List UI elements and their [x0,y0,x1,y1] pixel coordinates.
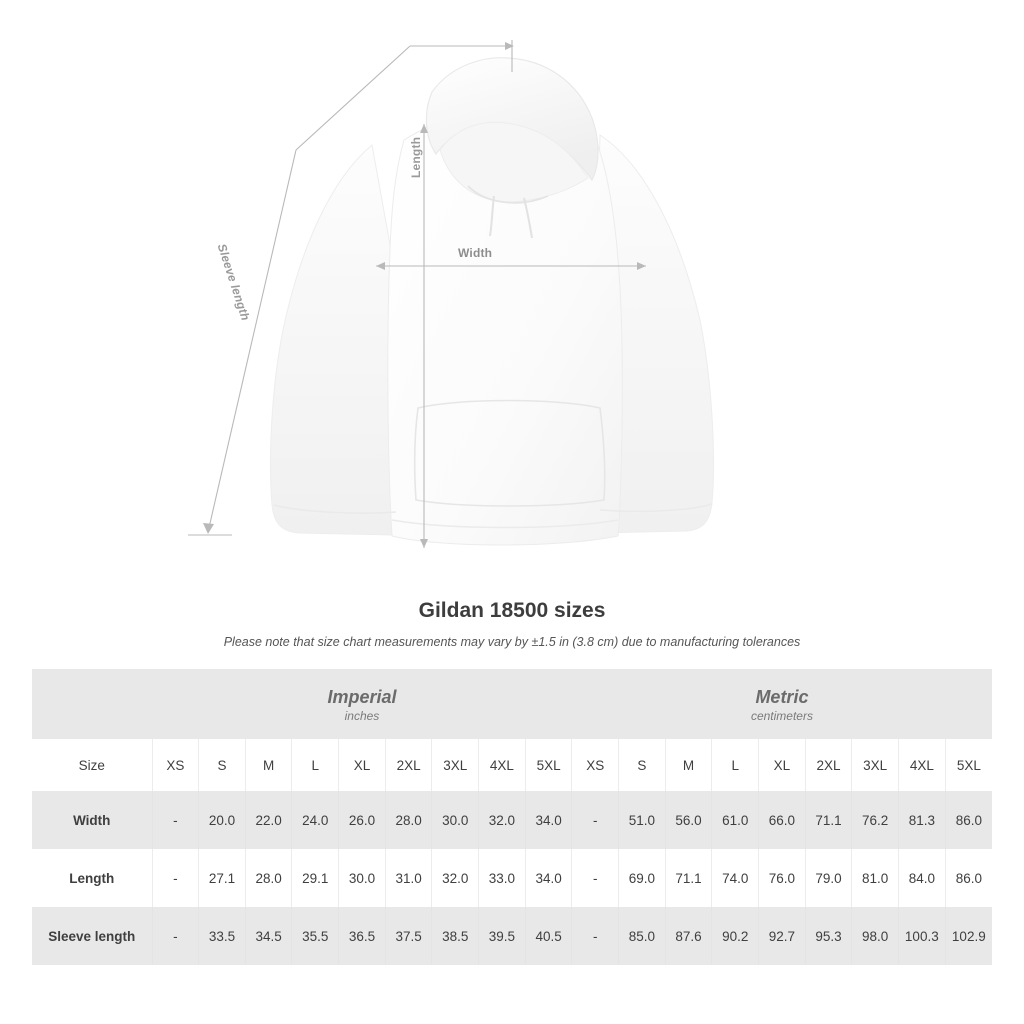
size-header-metric-xl: XL [759,739,806,791]
length-metric-2xl: 79.0 [805,849,852,907]
length-metric-s: 69.0 [619,849,666,907]
size-header-imperial-xs: XS [152,739,199,791]
size-header-metric-m: M [665,739,712,791]
table-row [32,849,992,907]
length-metric-4xl: 84.0 [899,849,946,907]
unit-header-metric [572,669,992,739]
row-label-width: Width [32,791,152,849]
unit-imperial-sub: inches [344,709,380,724]
size-header-label: Size [32,739,152,791]
length-imperial-m: 28.0 [245,849,292,907]
sleeve-imperial-xs: - [152,907,199,965]
width-imperial-s: 20.0 [199,791,246,849]
width-metric-4xl: 81.3 [899,791,946,849]
length-imperial-4xl: 33.0 [479,849,526,907]
sleeve-metric-2xl: 95.3 [805,907,852,965]
sleeve-metric-3xl: 98.0 [852,907,899,965]
row-label-sleeve-length: Sleeve length [32,907,152,965]
sleeve-metric-5xl: 102.9 [945,907,992,965]
tolerance-note: Please note that size chart measurements may vary by ±1.5 in (3.8 cm) due to manufacturing tolerances [223,635,801,649]
size-header-imperial-xl: XL [339,739,386,791]
unit-metric-name: Metric [755,686,809,707]
size-header-imperial-2xl: 2XL [385,739,432,791]
unit-header-imperial [152,669,572,739]
size-header-metric-xs: XS [572,739,619,791]
unit-metric-sub: centimeters [750,709,813,724]
row-label-length: Length [32,849,152,907]
size-header-metric-4xl: 4XL [899,739,946,791]
length-metric-l: 74.0 [712,849,759,907]
width-imperial-xl: 26.0 [339,791,386,849]
sleeve-metric-4xl: 100.3 [899,907,946,965]
length-metric-m: 71.1 [665,849,712,907]
width-metric-xs: - [572,791,619,849]
size-header-imperial-m: M [245,739,292,791]
size-header-metric-5xl: 5XL [945,739,992,791]
table-row [32,907,992,965]
sleeve-imperial-3xl: 38.5 [432,907,479,965]
width-metric-3xl: 76.2 [852,791,899,849]
length-metric-xl: 76.0 [759,849,806,907]
size-header-imperial-s: S [199,739,246,791]
sleeve-metric-m: 87.6 [665,907,712,965]
unit-imperial-name: Imperial [327,686,397,707]
unit-header-row [32,669,992,739]
title-block [0,599,1024,649]
sleeve-imperial-2xl: 37.5 [385,907,432,965]
size-header-metric-2xl: 2XL [805,739,852,791]
width-imperial-2xl: 28.0 [385,791,432,849]
width-imperial-3xl: 30.0 [432,791,479,849]
length-metric-5xl: 86.0 [945,849,992,907]
size-chart-container [32,669,992,965]
width-dimension-label: Width [458,246,493,260]
sleeve-imperial-4xl: 39.5 [479,907,526,965]
length-imperial-5xl: 34.0 [525,849,572,907]
page-title: Gildan 18500 sizes [418,599,606,622]
length-metric-xs: - [572,849,619,907]
size-header-metric-s: S [619,739,666,791]
size-header-metric-3xl: 3XL [852,739,899,791]
length-imperial-2xl: 31.0 [385,849,432,907]
length-metric-3xl: 81.0 [852,849,899,907]
length-imperial-xs: - [152,849,199,907]
size-header-imperial-5xl: 5XL [525,739,572,791]
width-imperial-m: 22.0 [245,791,292,849]
size-chart-body [32,669,992,965]
size-header-imperial-4xl: 4XL [479,739,526,791]
width-imperial-4xl: 32.0 [479,791,526,849]
sleeve-metric-xs: - [572,907,619,965]
width-imperial-xs: - [152,791,199,849]
width-metric-s: 51.0 [619,791,666,849]
sleeve-imperial-5xl: 40.5 [525,907,572,965]
width-imperial-5xl: 34.0 [525,791,572,849]
sleeve-imperial-s: 33.5 [199,907,246,965]
size-header-row [32,739,992,791]
length-imperial-xl: 30.0 [339,849,386,907]
width-metric-2xl: 71.1 [805,791,852,849]
length-imperial-l: 29.1 [292,849,339,907]
width-metric-5xl: 86.0 [945,791,992,849]
length-dimension-label: Length [409,136,423,178]
width-metric-xl: 66.0 [759,791,806,849]
width-metric-m: 56.0 [665,791,712,849]
sleeve-metric-l: 90.2 [712,907,759,965]
sleeve-imperial-l: 35.5 [292,907,339,965]
sleeve-metric-xl: 92.7 [759,907,806,965]
size-header-imperial-l: L [292,739,339,791]
length-imperial-s: 27.1 [199,849,246,907]
width-metric-l: 61.0 [712,791,759,849]
width-imperial-l: 24.0 [292,791,339,849]
unit-header-spacer [32,669,152,739]
size-chart-table [32,669,992,965]
sleeve-length-dimension-label: Sleeve length [214,242,253,323]
size-header-metric-l: L [712,739,759,791]
table-row [32,791,992,849]
size-header-imperial-3xl: 3XL [432,739,479,791]
hoodie-shape [270,58,713,545]
sleeve-metric-s: 85.0 [619,907,666,965]
sleeve-imperial-m: 34.5 [245,907,292,965]
sleeve-imperial-xl: 36.5 [339,907,386,965]
length-imperial-3xl: 32.0 [432,849,479,907]
